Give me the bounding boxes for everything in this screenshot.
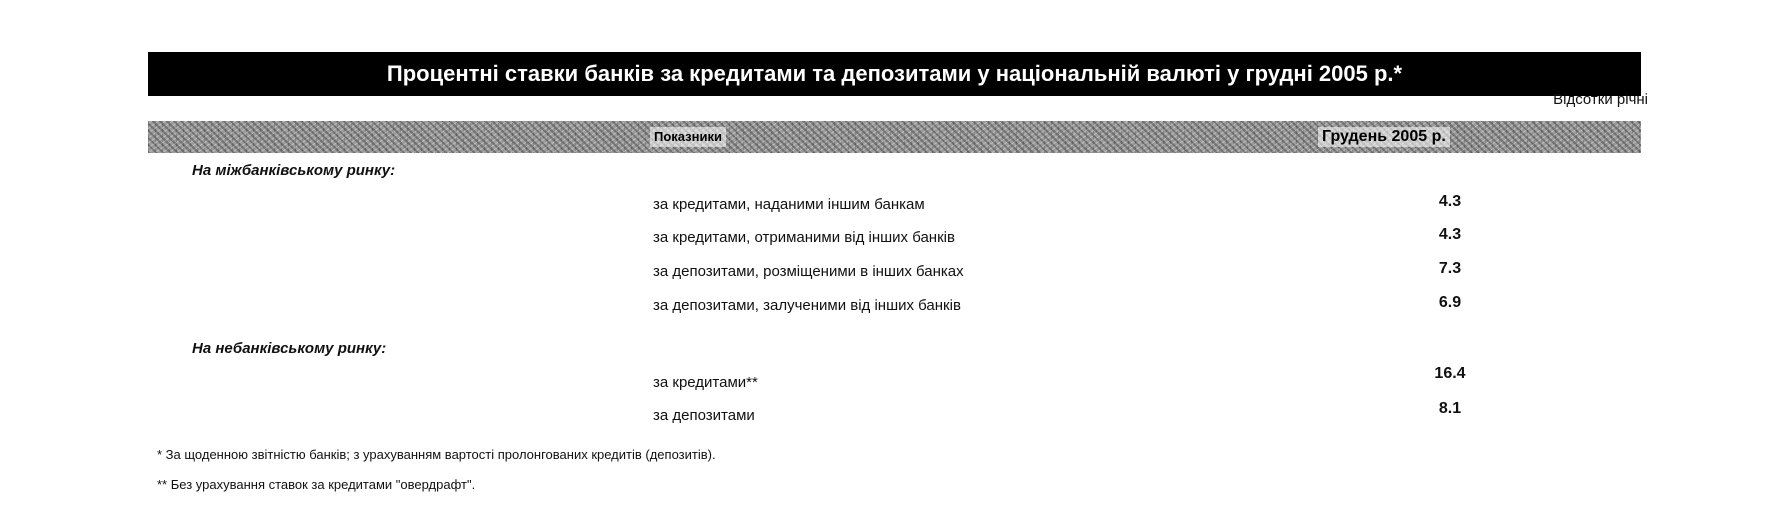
table-row-value: 6.9 [1438, 294, 1462, 311]
table-header-row [148, 121, 1641, 153]
table-row-label: за депозитами, розміщеними в інших банках [653, 263, 964, 280]
table-row-value: 16.4 [1434, 365, 1466, 382]
table-row-value: 7.3 [1438, 260, 1462, 277]
section-heading-interbank: На міжбанківському ринку: [192, 162, 396, 179]
table-row-value: 8.1 [1438, 400, 1462, 417]
section-heading-nonbank: На небанківському ринку: [192, 340, 387, 357]
table-title-text: Процентні ставки банків за кредитами та депозитами у національній валюті у грудні 2005 р.* [386, 61, 1403, 86]
table-row-label: за кредитами** [653, 374, 758, 391]
table-title [148, 52, 1641, 96]
table-row-value: 4.3 [1438, 226, 1462, 243]
table-row-label: за кредитами, отриманими від інших банків [653, 229, 955, 246]
table-row-label: за кредитами, наданими іншим банкам [653, 196, 925, 213]
table-row-label: за депозитами, залученими від інших банків [653, 297, 961, 314]
footnote-2: ** Без урахування ставок за кредитами "овердрафт". [157, 477, 476, 492]
footnote-1: * За щоденною звітністю банків; з урахуванням вартості пролонгованих кредитів (депозитів). [157, 447, 716, 462]
indicator-column-header: Показники [650, 127, 726, 147]
units-note: Відсотки річні [1553, 91, 1648, 108]
table-row-value: 4.3 [1438, 193, 1462, 210]
period-column-header: Грудень 2005 р. [1318, 127, 1450, 147]
table-row-label: за депозитами [653, 407, 755, 424]
